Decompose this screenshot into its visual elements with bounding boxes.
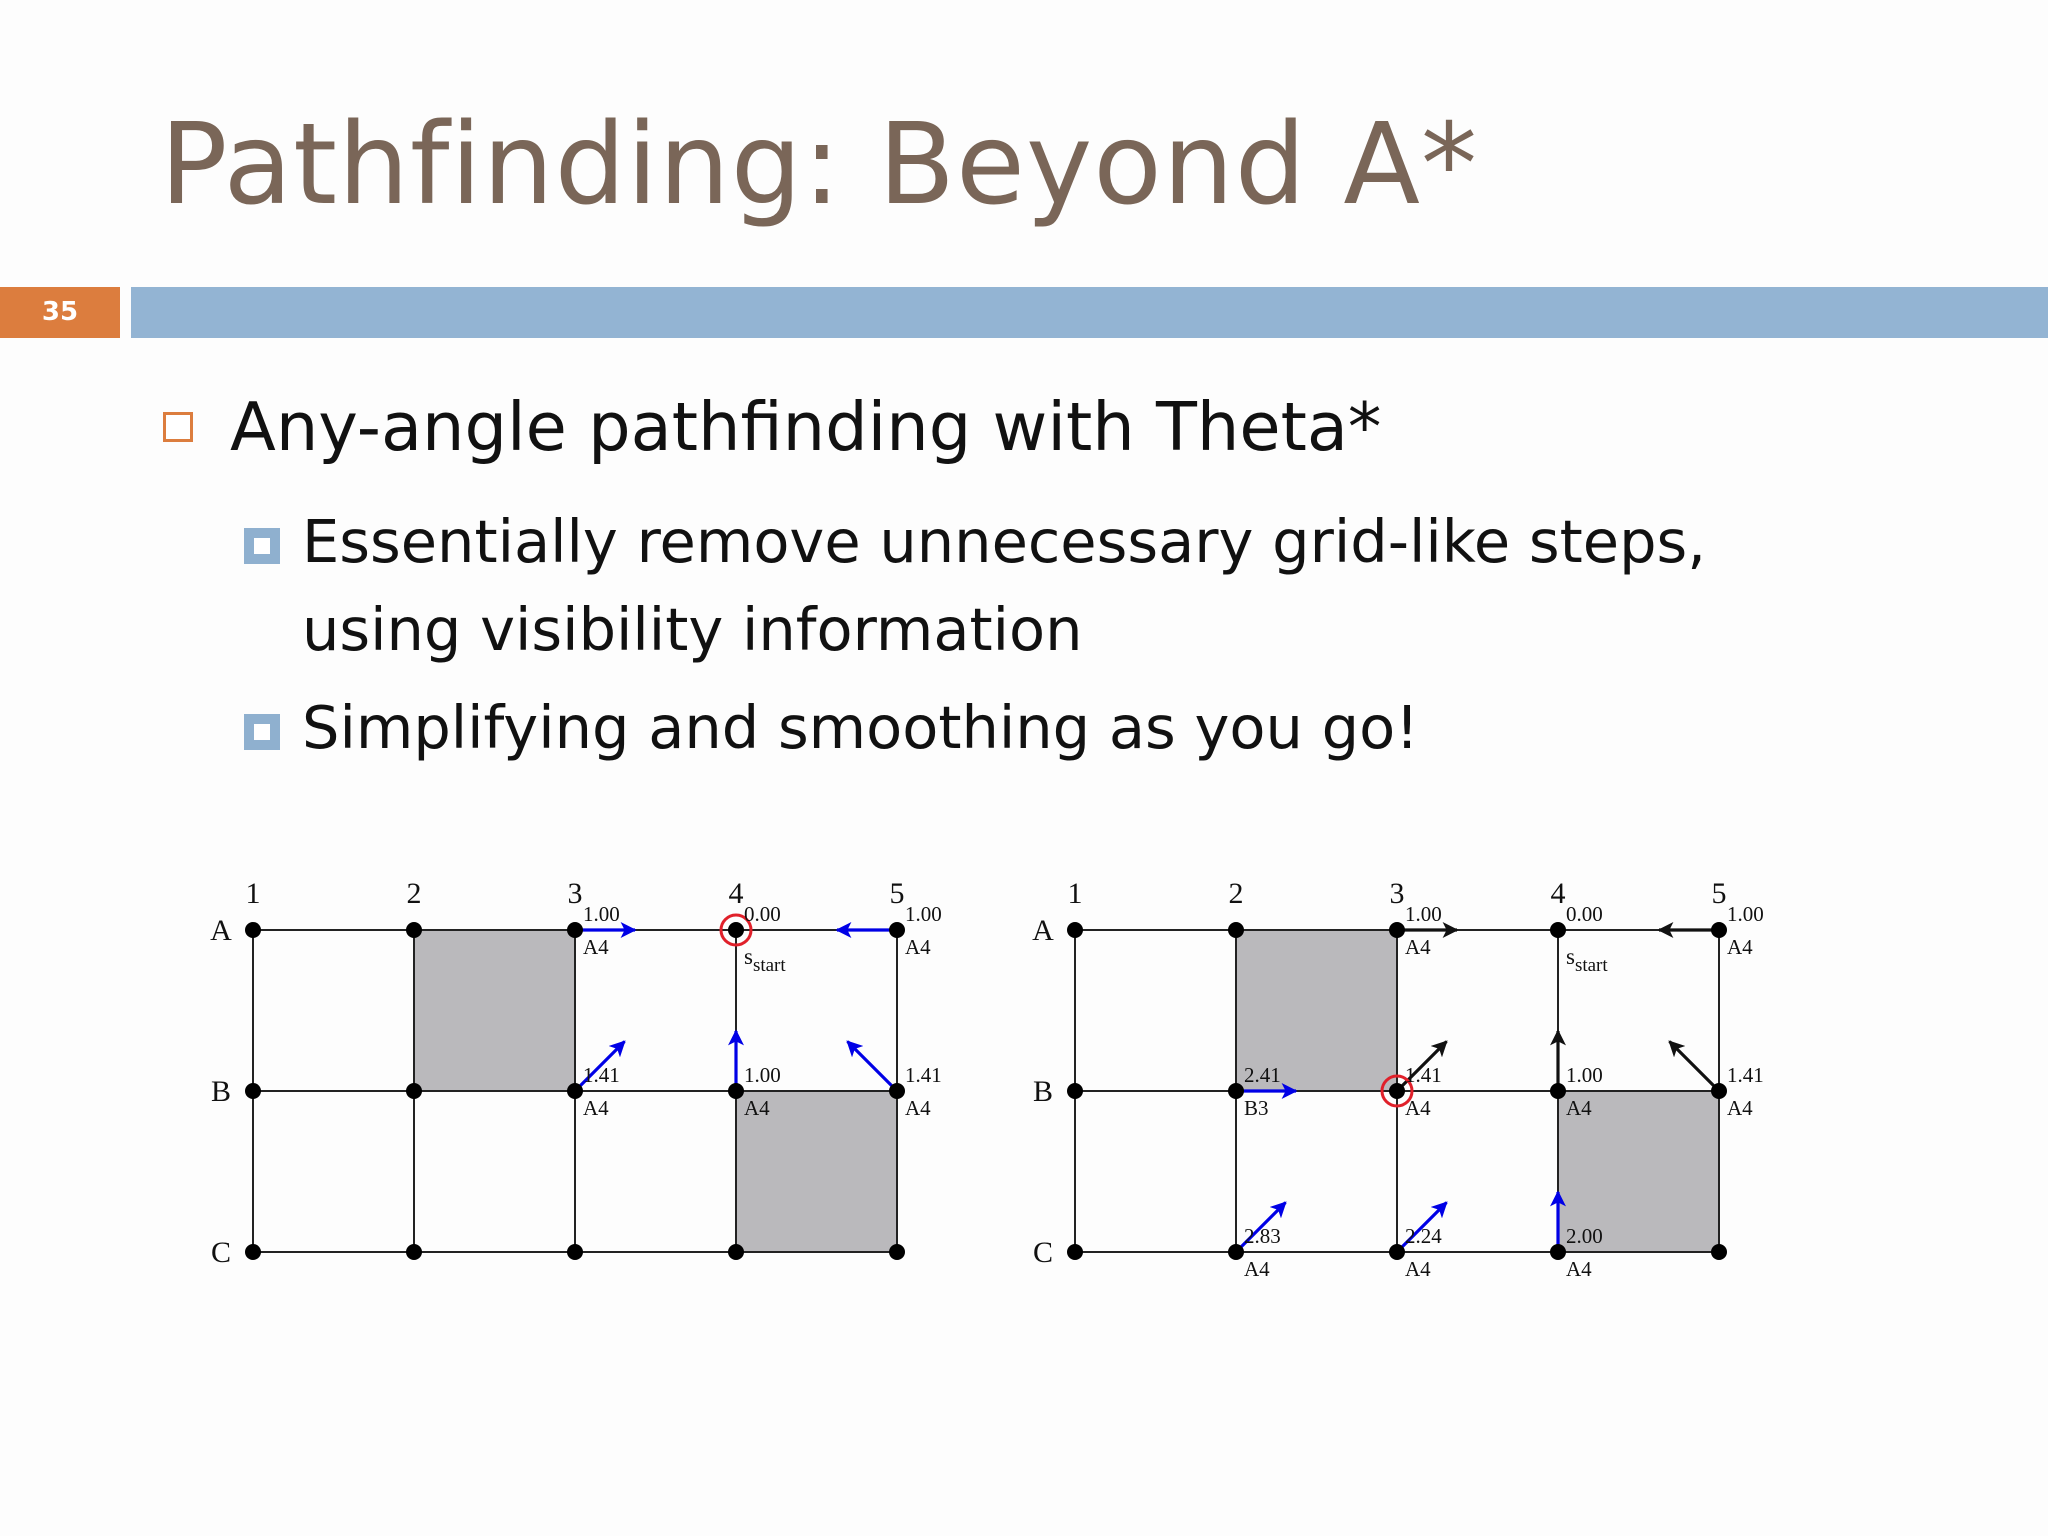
grid-node	[1711, 1244, 1727, 1260]
column-label: 3	[567, 877, 583, 910]
grid-node	[1550, 922, 1566, 938]
parent-label: A4	[905, 1096, 931, 1120]
parent-label: B3	[1244, 1096, 1269, 1120]
g-value-label: 0.00	[1566, 902, 1603, 926]
grid-node	[567, 1244, 583, 1260]
grid-node	[1550, 1244, 1566, 1260]
grid-node	[1550, 1083, 1566, 1099]
column-label: 4	[728, 877, 744, 910]
grid-node	[245, 1244, 261, 1260]
row-label: B	[210, 1075, 232, 1108]
g-value-label: 1.41	[905, 1063, 942, 1087]
g-value-label: 1.00	[905, 902, 942, 926]
grid-node	[245, 922, 261, 938]
grid-node	[567, 1083, 583, 1099]
bullet-sub-2-text: Simplifying and smoothing as you go!	[302, 693, 1419, 762]
parent-label: A4	[1727, 1096, 1753, 1120]
parent-pointer-arrow	[848, 1042, 897, 1091]
parent-label: A4	[1405, 1257, 1431, 1281]
start-node-label	[1566, 944, 1608, 976]
g-value-label: 2.41	[1244, 1063, 1281, 1087]
grid-node	[406, 1244, 422, 1260]
g-value-label: 1.00	[1566, 1063, 1603, 1087]
grid-node	[1389, 1083, 1405, 1099]
g-value-label: 2.00	[1566, 1224, 1603, 1248]
column-label: 5	[1711, 877, 1727, 910]
start-label-s: s	[1566, 944, 1575, 969]
parent-label: A4	[1566, 1257, 1592, 1281]
g-value-label: 1.00	[744, 1063, 781, 1087]
slide-title: Pathfinding: Beyond A*	[160, 100, 1479, 230]
column-label: 2	[1228, 877, 1244, 910]
column-label: 1	[245, 877, 261, 910]
g-value-label: 2.24	[1405, 1224, 1442, 1248]
g-value-label: 1.41	[1727, 1063, 1764, 1087]
column-label: 1	[1067, 877, 1083, 910]
row-label: B	[1032, 1075, 1054, 1108]
grid-node	[245, 1083, 261, 1099]
slide-number: 35	[0, 287, 120, 338]
grid-node	[406, 922, 422, 938]
g-value-label: 1.41	[583, 1063, 620, 1087]
grid-node	[889, 1244, 905, 1260]
grid-node	[1711, 922, 1727, 938]
grid-node	[1067, 1083, 1083, 1099]
g-value-label: 1.00	[1727, 902, 1764, 926]
parent-label: A4	[1244, 1257, 1270, 1281]
row-label: A	[210, 914, 232, 947]
g-value-label: 1.00	[1405, 902, 1442, 926]
bullet-main-text: Any-angle pathfinding with Theta*	[230, 388, 1382, 466]
g-value-label: 1.00	[583, 902, 620, 926]
parent-pointer-arrow	[1670, 1042, 1719, 1091]
start-label-sub: start	[1574, 955, 1608, 976]
parent-label: A4	[905, 935, 931, 959]
grid-node	[728, 922, 744, 938]
grid-node	[728, 1083, 744, 1099]
grid-node	[1067, 1244, 1083, 1260]
start-label-sub: start	[752, 955, 786, 976]
parent-label: A4	[1727, 935, 1753, 959]
parent-label: A4	[1405, 1096, 1431, 1120]
grid-node	[1228, 1083, 1244, 1099]
blocked-cell	[414, 930, 575, 1091]
grid-node	[1228, 922, 1244, 938]
row-label: C	[1032, 1236, 1054, 1269]
column-label: 5	[889, 877, 905, 910]
start-label-s: s	[744, 944, 753, 969]
parent-label: A4	[1566, 1096, 1592, 1120]
bullet-sub-1-text: Essentially remove unnecessary grid-like steps, using visibility information	[302, 507, 1707, 664]
parent-label: A4	[1405, 935, 1431, 959]
parent-label: A4	[744, 1096, 770, 1120]
parent-label: A4	[583, 1096, 609, 1120]
row-label: A	[1032, 914, 1054, 947]
grid-node	[1389, 1244, 1405, 1260]
grid-node	[889, 1083, 905, 1099]
grid-left	[210, 877, 942, 1269]
parent-label: A4	[583, 935, 609, 959]
grid-node	[1067, 922, 1083, 938]
column-label: 3	[1389, 877, 1405, 910]
row-label: C	[210, 1236, 232, 1269]
start-node-label	[744, 944, 786, 976]
grid-node	[889, 922, 905, 938]
g-value-label: 2.83	[1244, 1224, 1281, 1248]
grid-node	[728, 1244, 744, 1260]
grid-node	[406, 1083, 422, 1099]
grid-node	[1711, 1083, 1727, 1099]
grid-node	[1389, 922, 1405, 938]
g-value-label: 0.00	[744, 902, 781, 926]
g-value-label: 1.41	[1405, 1063, 1442, 1087]
grid-node	[1228, 1244, 1244, 1260]
grid-right	[1032, 877, 1764, 1281]
column-label: 4	[1550, 877, 1566, 910]
column-label: 2	[406, 877, 422, 910]
grid-node	[567, 922, 583, 938]
